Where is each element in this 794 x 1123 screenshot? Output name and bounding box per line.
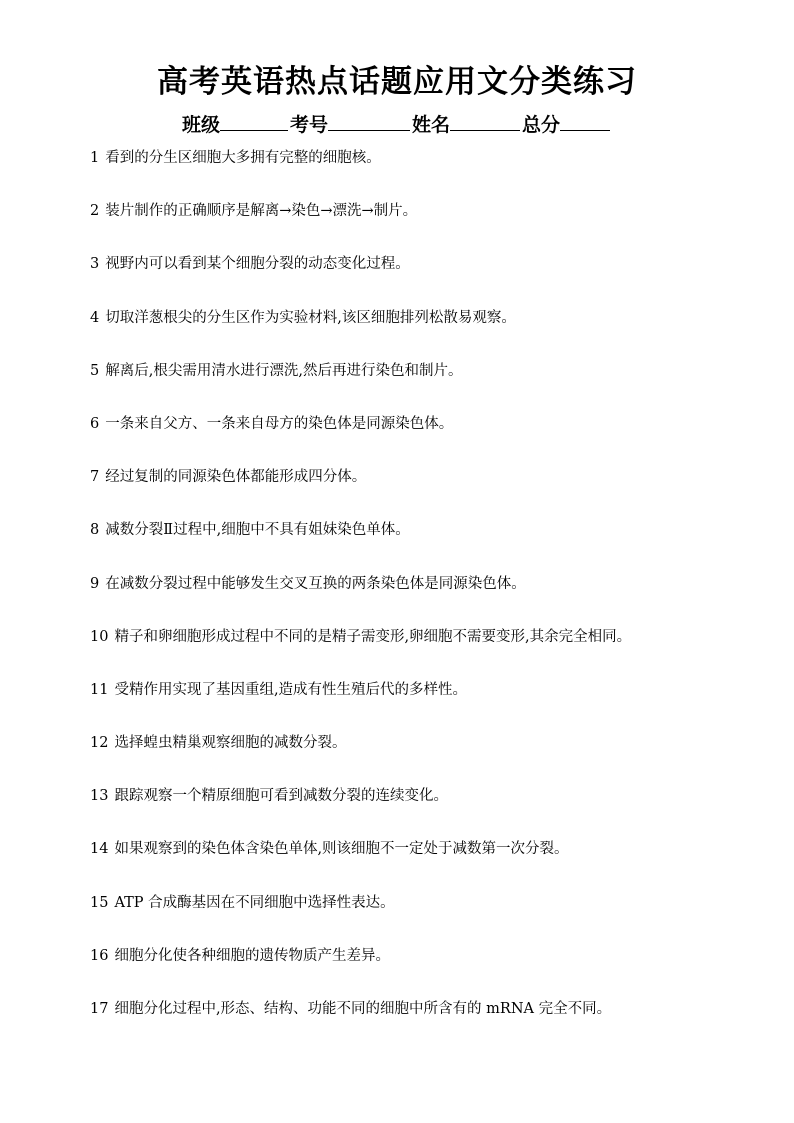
question-number: 2 xyxy=(90,203,100,220)
question-number: 7 xyxy=(90,469,100,486)
question-number: 5 xyxy=(90,362,100,379)
question-item xyxy=(90,146,770,199)
question-item xyxy=(90,412,770,465)
question-item xyxy=(90,678,770,731)
question-number: 16 xyxy=(90,947,109,964)
question-item xyxy=(90,306,770,359)
question-text: 跟踪观察一个精原细胞可看到减数分裂的连续变化。 xyxy=(114,788,448,805)
question-number: 13 xyxy=(90,788,109,805)
question-number: 11 xyxy=(90,681,109,698)
question-item xyxy=(90,891,770,944)
name-label: 姓名 xyxy=(412,114,451,136)
question-item xyxy=(90,837,770,890)
question-item xyxy=(90,518,770,571)
question-item xyxy=(90,625,770,678)
question-number: 3 xyxy=(90,256,100,273)
question-item xyxy=(90,465,770,518)
question-text: 一条来自父方、一条来自母方的染色体是同源染色体。 xyxy=(105,415,454,432)
question-text: 经过复制的同源染色体都能形成四分体。 xyxy=(105,469,367,486)
question-item xyxy=(90,199,770,252)
question-item xyxy=(90,252,770,305)
question-item xyxy=(90,997,770,1050)
class-blank xyxy=(220,110,288,131)
question-text: 解离后,根尖需用清水进行漂洗,然后再进行染色和制片。 xyxy=(105,362,463,379)
question-item xyxy=(90,572,770,625)
question-text: 细胞分化过程中,形态、结构、功能不同的细胞中所含有的 mRNA 完全不同。 xyxy=(114,1001,612,1017)
question-number: 15 xyxy=(90,894,109,911)
exam-number-blank xyxy=(328,110,410,131)
question-text: 视野内可以看到某个细胞分裂的动态变化过程。 xyxy=(105,256,410,273)
question-text: 切取洋葱根尖的分生区作为实验材料,该区细胞排列松散易观察。 xyxy=(105,309,516,326)
question-text: 选择蝗虫精巢观察细胞的减数分裂。 xyxy=(114,735,347,752)
question-list xyxy=(90,146,770,1050)
question-number: 6 xyxy=(90,415,100,432)
question-item xyxy=(90,731,770,784)
question-number: 8 xyxy=(90,522,100,539)
question-text: 减数分裂Ⅱ过程中,细胞中不具有姐妹染色单体。 xyxy=(105,522,410,539)
question-item xyxy=(90,784,770,837)
question-number: 9 xyxy=(90,575,100,592)
question-text: 细胞分化使各种细胞的遗传物质产生差异。 xyxy=(114,947,390,964)
question-number: 4 xyxy=(90,309,100,326)
question-text: 精子和卵细胞形成过程中不同的是精子需变形,卵细胞不需要变形,其余完全相同。 xyxy=(114,628,632,645)
question-text: 如果观察到的染色体含染色单体,则该细胞不一定处于减数第一次分裂。 xyxy=(114,841,569,858)
score-blank xyxy=(560,110,610,131)
score-label: 总分 xyxy=(522,114,561,136)
question-text: 在减数分裂过程中能够发生交叉互换的两条染色体是同源染色体。 xyxy=(105,575,526,592)
question-number: 17 xyxy=(90,1001,109,1017)
page-title: 高考英语热点话题应用文分类练习 xyxy=(157,64,637,100)
question-number: 10 xyxy=(90,628,109,645)
exam-number-label: 考号 xyxy=(289,114,328,136)
class-label: 班级 xyxy=(181,114,220,136)
name-blank xyxy=(450,110,520,131)
question-item xyxy=(90,944,770,997)
student-info-line xyxy=(0,110,794,140)
question-number: 12 xyxy=(90,735,109,752)
question-number: 1 xyxy=(90,150,100,166)
question-text: 看到的分生区细胞大多拥有完整的细胞核。 xyxy=(105,150,381,166)
question-text: 装片制作的正确顺序是解离→染色→漂洗→制片。 xyxy=(105,203,418,220)
question-text: 受精作用实现了基因重组,造成有性生殖后代的多样性。 xyxy=(114,681,468,698)
question-text: ATP 合成酶基因在不同细胞中选择性表达。 xyxy=(114,894,395,911)
question-number: 14 xyxy=(90,841,109,858)
question-item xyxy=(90,359,770,412)
